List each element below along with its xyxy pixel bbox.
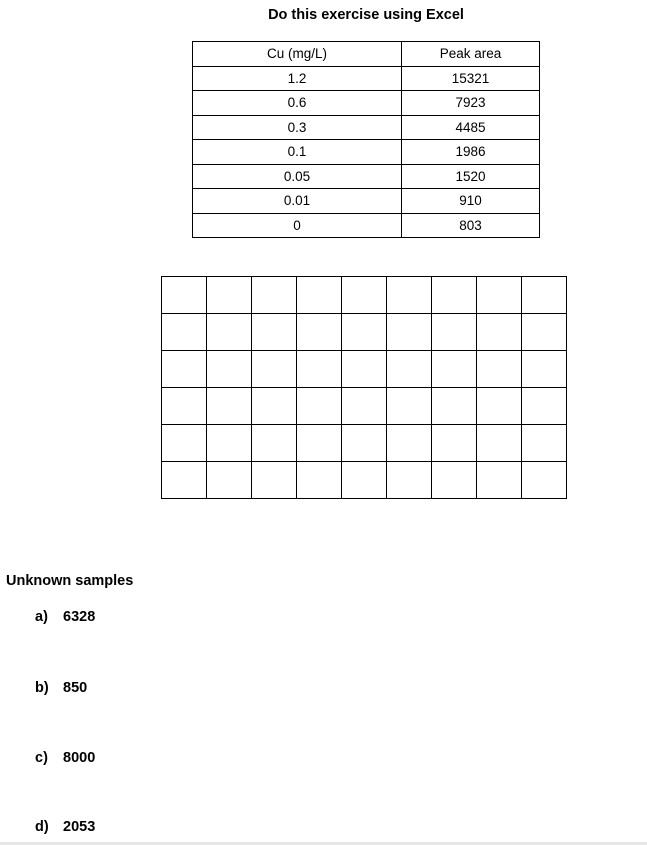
- grid-cell: [297, 388, 342, 425]
- table-row: [193, 66, 540, 91]
- grid-cell: [297, 277, 342, 314]
- grid-cell: [162, 388, 207, 425]
- sample-value: 6328: [63, 609, 96, 625]
- sample-value: 850: [63, 680, 88, 696]
- grid-cell: [477, 314, 522, 351]
- cu-value: 0.1: [193, 140, 402, 165]
- peak-area-value: 15321: [402, 66, 540, 91]
- peak-area-value: 1986: [402, 140, 540, 165]
- grid-cell: [342, 277, 387, 314]
- sample-letter: a): [35, 609, 48, 625]
- grid-cell: [387, 425, 432, 462]
- grid-cell: [207, 277, 252, 314]
- grid-cell: [387, 314, 432, 351]
- table-row: [193, 91, 540, 116]
- grid-cell: [342, 351, 387, 388]
- peak-area-value: 803: [402, 213, 540, 238]
- grid-cell: [207, 351, 252, 388]
- sample-letter: c): [35, 750, 48, 766]
- grid-cell: [252, 462, 297, 499]
- table-row: [193, 140, 540, 165]
- grid-row: [162, 314, 567, 351]
- grid-cell: [342, 388, 387, 425]
- cu-value: 0.6: [193, 91, 402, 116]
- grid-cell: [162, 351, 207, 388]
- sample-letter: d): [35, 819, 49, 835]
- grid-cell: [252, 425, 297, 462]
- grid-cell: [387, 277, 432, 314]
- unknown-samples-heading: Unknown samples: [6, 573, 134, 589]
- grid-row: [162, 351, 567, 388]
- table-row: [193, 189, 540, 214]
- grid-cell: [162, 277, 207, 314]
- grid-cell: [162, 462, 207, 499]
- grid-cell: [342, 425, 387, 462]
- grid-row: [162, 425, 567, 462]
- grid-row: [162, 277, 567, 314]
- grid-cell: [252, 314, 297, 351]
- cu-value: 1.2: [193, 66, 402, 91]
- grid-cell: [477, 277, 522, 314]
- grid-cell: [252, 388, 297, 425]
- peak-area-value: 4485: [402, 115, 540, 140]
- grid-cell: [522, 425, 567, 462]
- grid-cell: [522, 351, 567, 388]
- grid-cell: [207, 314, 252, 351]
- grid-cell: [387, 388, 432, 425]
- grid-cell: [342, 462, 387, 499]
- page-title: Do this exercise using Excel: [268, 7, 464, 23]
- column-header-cu: Cu (mg/L): [193, 42, 402, 67]
- grid-cell: [297, 462, 342, 499]
- sample-value: 2053: [63, 819, 96, 835]
- grid-cell: [207, 425, 252, 462]
- grid-cell: [387, 351, 432, 388]
- grid-cell: [342, 314, 387, 351]
- grid-cell: [477, 351, 522, 388]
- peak-area-value: 910: [402, 189, 540, 214]
- table-row: [193, 213, 540, 238]
- grid-cell: [297, 425, 342, 462]
- unknown-sample-b: [35, 680, 87, 696]
- grid-cell: [207, 388, 252, 425]
- cu-value: 0: [193, 213, 402, 238]
- unknown-sample-a: [35, 609, 95, 625]
- unknown-sample-d: [35, 819, 95, 835]
- calibration-table: [192, 41, 540, 238]
- sample-value: 8000: [63, 750, 96, 766]
- grid-row: [162, 462, 567, 499]
- grid-cell: [162, 314, 207, 351]
- table-row: [193, 115, 540, 140]
- grid-cell: [207, 462, 252, 499]
- grid-cell: [432, 388, 477, 425]
- blank-graph-grid: [161, 276, 567, 499]
- grid-row: [162, 388, 567, 425]
- cu-value: 0.3: [193, 115, 402, 140]
- cu-value: 0.05: [193, 164, 402, 189]
- grid-cell: [252, 277, 297, 314]
- peak-area-value: 7923: [402, 91, 540, 116]
- grid-cell: [477, 388, 522, 425]
- grid-cell: [432, 462, 477, 499]
- grid-cell: [432, 425, 477, 462]
- grid-cell: [297, 314, 342, 351]
- unknown-sample-c: [35, 750, 95, 766]
- grid-cell: [522, 277, 567, 314]
- table-header-row: [193, 42, 540, 67]
- grid-cell: [432, 351, 477, 388]
- column-header-peak-area: Peak area: [402, 42, 540, 67]
- grid-cell: [432, 314, 477, 351]
- grid-cell: [477, 462, 522, 499]
- grid-cell: [522, 388, 567, 425]
- cu-value: 0.01: [193, 189, 402, 214]
- grid-cell: [162, 425, 207, 462]
- table-row: [193, 164, 540, 189]
- grid-cell: [522, 314, 567, 351]
- grid-cell: [252, 351, 297, 388]
- grid-cell: [522, 462, 567, 499]
- grid-cell: [477, 425, 522, 462]
- grid-cell: [297, 351, 342, 388]
- grid-cell: [387, 462, 432, 499]
- peak-area-value: 1520: [402, 164, 540, 189]
- sample-letter: b): [35, 680, 49, 696]
- grid-cell: [432, 277, 477, 314]
